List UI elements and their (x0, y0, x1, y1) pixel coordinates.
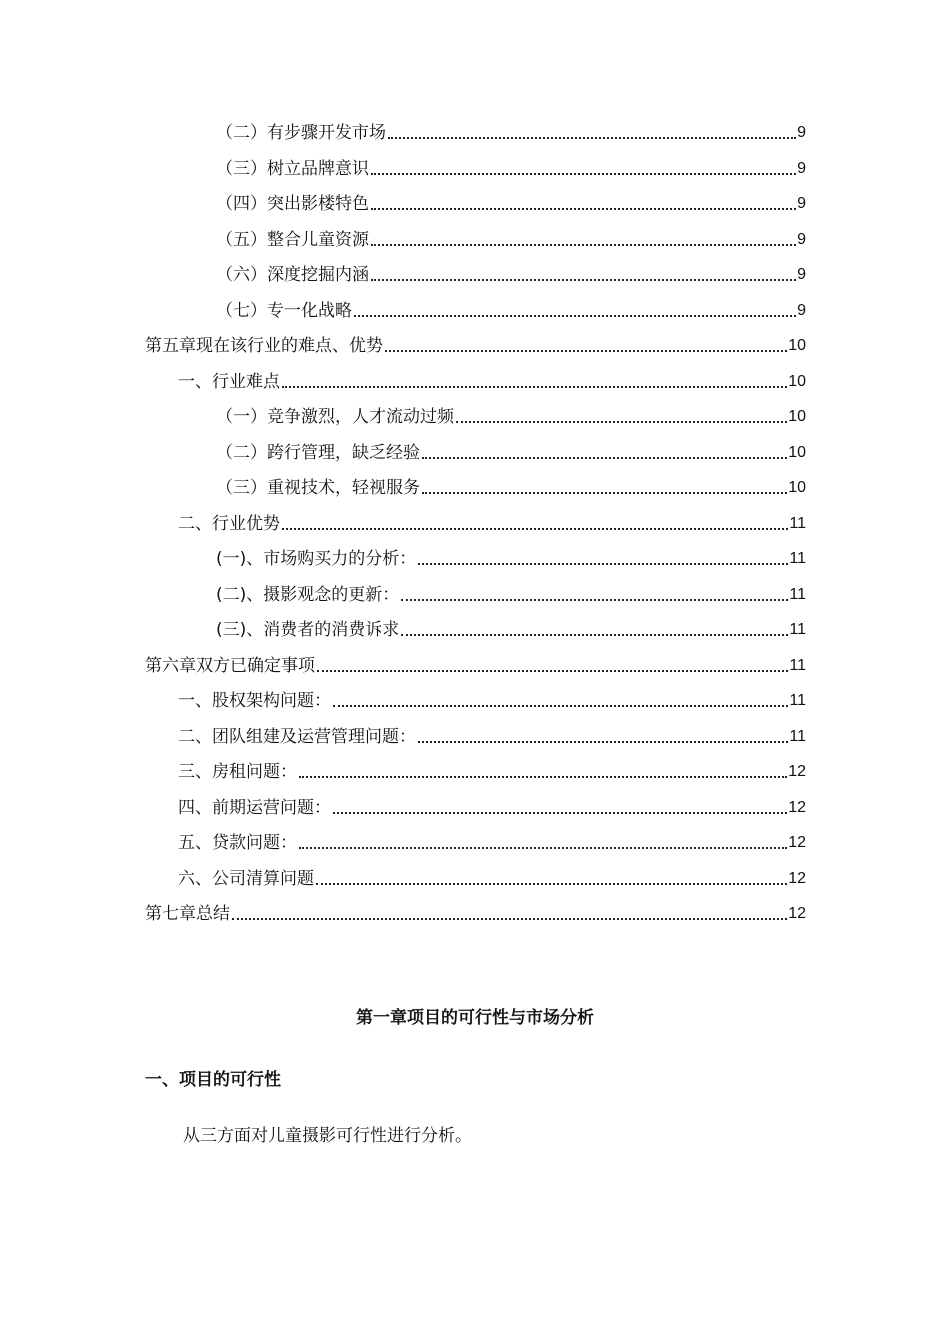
toc-entry-title: （四）突出影楼特色 (216, 194, 369, 214)
toc-entry-title: 三、房租问题： (178, 762, 297, 782)
toc-entry-page: 10 (788, 372, 806, 390)
toc-entry[interactable] (216, 473, 806, 499)
toc-entry[interactable] (145, 899, 806, 925)
toc-entry[interactable] (216, 402, 806, 428)
toc-entry-title: 第六章双方已确定事项 (145, 655, 315, 676)
body-paragraph: 从三方面对儿童摄影可行性进行分析。 (183, 1126, 472, 1146)
toc-entry[interactable] (145, 651, 806, 677)
toc-entry-title: （一）竞争激烈，人才流动过频 (216, 407, 454, 427)
toc-leader-dots (317, 670, 788, 672)
toc-entry-page: 11 (789, 585, 806, 603)
toc-leader-dots (371, 244, 796, 246)
toc-leader-dots (232, 918, 787, 920)
toc-entry-page: 12 (788, 869, 806, 887)
toc-entry-title: (三)、消费者的消费诉求 (216, 620, 400, 640)
toc-leader-dots (282, 386, 787, 388)
toc-entry-page: 9 (797, 266, 806, 283)
toc-entry-title: 一、行业难点 (178, 371, 280, 392)
toc-entry[interactable] (216, 118, 806, 144)
toc-entry-page: 11 (789, 727, 806, 745)
toc-entry-page: 12 (788, 905, 806, 922)
toc-entry[interactable] (145, 331, 806, 357)
toc-leader-dots (316, 883, 787, 885)
toc-leader-dots (333, 812, 787, 814)
toc-entry-title: (一)、市场购买力的分析： (216, 549, 417, 569)
toc-entry[interactable] (178, 864, 806, 890)
toc-entry-page: 10 (788, 443, 806, 461)
toc-entry-page: 9 (797, 124, 806, 141)
toc-entry-page: 12 (788, 834, 806, 851)
toc-entry-title: （三）树立品牌意识 (216, 158, 369, 179)
toc-entry-page: 11 (789, 656, 806, 674)
toc-entry-title: （三）重视技术，轻视服务 (216, 478, 420, 498)
toc-leader-dots (385, 350, 787, 352)
toc-entry[interactable] (216, 154, 806, 180)
toc-entry-page: 11 (789, 621, 806, 638)
toc-entry-page: 9 (797, 230, 806, 248)
toc-entry[interactable] (178, 793, 806, 819)
toc-leader-dots (418, 563, 788, 565)
toc-entry-page: 9 (797, 301, 806, 319)
toc-entry-page: 9 (797, 159, 806, 177)
toc-entry-page: 10 (788, 479, 806, 496)
toc-entry[interactable] (216, 260, 806, 286)
toc-entry-title: 四、前期运营问题： (178, 797, 331, 818)
toc-entry-title: 二、行业优势 (178, 513, 280, 534)
toc-entry[interactable] (216, 544, 806, 570)
toc-leader-dots (282, 528, 788, 530)
toc-entry[interactable] (178, 757, 806, 783)
toc-entry-page: 10 (788, 337, 806, 354)
chapter-title: 第一章项目的可行性与市场分析 (356, 1008, 594, 1028)
toc-entry[interactable] (178, 686, 806, 712)
toc-entry-title: 第七章总结 (145, 904, 230, 924)
toc-entry-title: 二、团队组建及运营管理问题： (178, 726, 416, 747)
toc-entry-title: （六）深度挖掘内涵 (216, 265, 369, 285)
toc-entry[interactable] (178, 367, 806, 393)
toc-entry[interactable] (178, 509, 806, 535)
toc-leader-dots (422, 457, 787, 459)
toc-leader-dots (401, 634, 788, 636)
toc-entry-title: 六、公司清算问题 (178, 868, 314, 889)
toc-entry-page: 12 (788, 763, 806, 780)
toc-entry-page: 9 (797, 195, 806, 212)
toc-entry[interactable] (178, 722, 806, 748)
toc-entry-title: （七）专一化战略 (216, 300, 352, 321)
toc-entry-title: 第五章现在该行业的难点、优势 (145, 336, 383, 356)
toc-leader-dots (299, 847, 787, 849)
toc-entry-page: 11 (789, 550, 806, 567)
toc-entry-page: 10 (788, 408, 806, 425)
toc-entry-page: 11 (789, 514, 806, 532)
toc-entry-page: 12 (788, 798, 806, 816)
toc-entry-title: 五、贷款问题： (178, 833, 297, 853)
toc-entry-title: （二）跨行管理，缺乏经验 (216, 442, 420, 463)
toc-leader-dots (333, 705, 788, 707)
toc-entry-title: 一、股权架构问题： (178, 691, 331, 711)
toc-entry-title: (二)、摄影观念的更新： (216, 584, 400, 605)
toc-entry[interactable] (216, 580, 806, 606)
toc-leader-dots (299, 776, 787, 778)
toc-entry[interactable] (216, 225, 806, 251)
toc-entry[interactable] (216, 438, 806, 464)
toc-entry[interactable] (216, 615, 806, 641)
toc-leader-dots (371, 279, 796, 281)
section-title: 一、项目的可行性 (145, 1070, 281, 1090)
toc-entry[interactable] (216, 296, 806, 322)
toc-leader-dots (388, 137, 796, 139)
toc-leader-dots (354, 315, 796, 317)
toc-leader-dots (371, 208, 796, 210)
toc-leader-dots (371, 173, 796, 175)
toc-entry-page: 11 (789, 692, 806, 709)
toc-entry-title: （二）有步骤开发市场 (216, 123, 386, 143)
toc-leader-dots (418, 741, 788, 743)
toc-entry[interactable] (216, 189, 806, 215)
toc-entry-title: （五）整合儿童资源 (216, 229, 369, 250)
toc-leader-dots (401, 599, 788, 601)
toc-entry[interactable] (178, 828, 806, 854)
toc-leader-dots (422, 492, 787, 494)
toc-leader-dots (456, 421, 787, 423)
